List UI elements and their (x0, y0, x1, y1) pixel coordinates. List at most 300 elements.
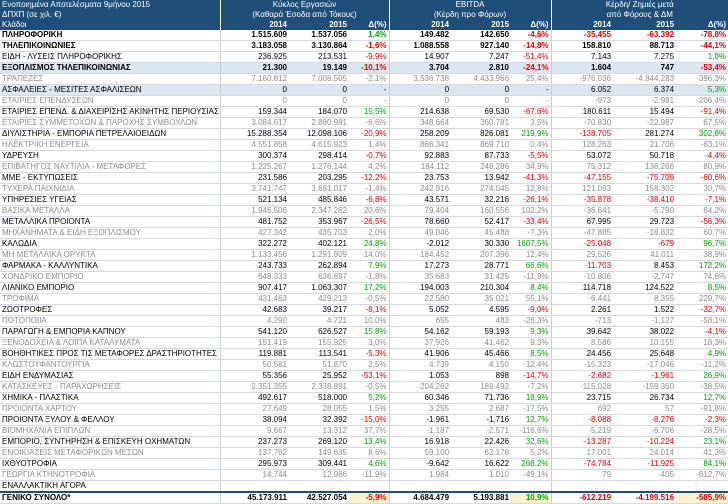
ebitda-delta-cell: -14,8% (511, 41, 551, 52)
profit-delta-cell: 23,1% (676, 437, 728, 448)
ebitda-2014-cell: -1.961 (389, 415, 451, 426)
sector-name: ΕΝΟΙΚΙΑΣΕΙΣ ΜΕΤΑΦΟΡΙΚΩΝ ΜΕΣΩΝ (0, 448, 220, 459)
header-row-1 (0, 0, 728, 10)
profit-2014-cell: -612.219 (551, 492, 613, 504)
ebitda-2015-cell: 248.286 (451, 162, 511, 173)
profit-2015-cell: -4.199.516 (613, 492, 676, 504)
ebitda-2014-cell: 23.753 (389, 173, 451, 184)
profit-delta-cell: -58,1% (676, 316, 728, 327)
profit-2015-cell (613, 481, 676, 493)
ebitda-2014-cell: 35.683 (389, 272, 451, 283)
revenue-2015-cell: 518.000 (289, 393, 349, 404)
profit-2014-cell (551, 481, 613, 493)
ebitda-2014-cell: 79.404 (389, 206, 451, 217)
table-row (0, 30, 728, 41)
sector-name: ΥΔΡΕΥΣΗ (0, 151, 220, 162)
table-row (0, 272, 728, 283)
ebitda-2014-cell: 3.536.738 (389, 74, 451, 85)
profit-delta-cell: 4,9% (676, 349, 728, 360)
sector-name: ΔΙΥΛΙΣΤΗΡΙΑ - ΕΜΠΟΡΙΑ ΠΕΤΡΕΛΑΙΟΕΙΔΩΝ (0, 129, 220, 140)
ebitda-2014-cell: -9.642 (389, 459, 451, 470)
profit-2014-cell: -6.441 (551, 294, 613, 305)
table-row (0, 426, 728, 437)
profit-2014-cell: -5.219 (551, 426, 613, 437)
ebitda-2014-cell (389, 481, 451, 493)
revenue-delta-cell: 17,2% (349, 283, 389, 294)
revenue-delta-cell: -1,6% (349, 41, 389, 52)
profit-2015-cell: 136.266 (613, 162, 676, 173)
sector-name: ΕΤΑΙΡΙΕΣ ΕΠΕΝΔΥΣΕΩΝ (0, 96, 220, 107)
revenue-delta-cell: -8,1% (349, 305, 389, 316)
revenue-delta-cell: 20,6% (349, 206, 389, 217)
profit-2014-cell: -47.155 (551, 173, 613, 184)
sector-name: ΒΙΟΜΗΧΑΝΙΑ ΕΠΙΠΛΩΝ (0, 426, 220, 437)
profit-2015-cell: 281.274 (613, 129, 676, 140)
table-row (0, 162, 728, 173)
header-row-2 (0, 10, 728, 20)
ebitda-delta-cell: 12,4% (511, 250, 551, 261)
revenue-2015-cell: 2.880.981 (289, 118, 349, 129)
revenue-delta-cell: -15,0% (349, 415, 389, 426)
revenue-2015-cell: 2.347.262 (289, 206, 349, 217)
revenue-2014-cell: 243.733 (220, 261, 289, 272)
units-label: ΔΠΧΠ (σε χιλ. €) (0, 10, 220, 20)
ebitda-delta-cell: 32,6% (511, 437, 551, 448)
sector-name: ΜΜΕ - ΕΚΤΥΠΩΣΕΙΣ (0, 173, 220, 184)
revenue-delta-cell: -5,3% (349, 349, 389, 360)
ebitda-2015-cell: 0 (451, 85, 511, 96)
revenue-2015-cell: 113.541 (289, 349, 349, 360)
table-row (0, 470, 728, 481)
profit-2014-cell: -713 (551, 316, 613, 327)
revenue-2014-cell: 0 (220, 85, 289, 96)
ebitda-2015-cell: 52.417 (451, 217, 511, 228)
profit-delta-cell: 60,7% (676, 228, 728, 239)
ebitda-delta-cell: 1607,5% (511, 239, 551, 250)
profit-delta-cell: -32,7% (676, 305, 728, 316)
ebitda-delta-cell (511, 481, 551, 493)
ebitda-2015-cell: -1.716 (451, 415, 511, 426)
ebitda-delta-cell: -17,5% (511, 404, 551, 415)
revenue-2015-cell: 203.295 (289, 173, 349, 184)
ebitda-2015-cell: 71.736 (451, 393, 511, 404)
table-row (0, 393, 728, 404)
sector-name: ΤΡΑΠΕΖΕΣ (0, 74, 220, 85)
revenue-2015-cell: 429.213 (289, 294, 349, 305)
revenue-2015-cell: 4.615.923 (289, 140, 349, 151)
profit-delta-cell: -612,7% (676, 470, 728, 481)
ebitda-2014-cell: 17.273 (389, 261, 451, 272)
profit-2014-cell: -2.682 (551, 371, 613, 382)
revenue-2015-cell: 3.130.864 (289, 41, 349, 52)
revenue-delta-cell: - (349, 96, 389, 107)
profit-2014-cell: 8.586 (551, 338, 613, 349)
sector-name: ΥΠΗΡΕΣΙΕΣ ΥΓΕΙΑΣ (0, 195, 220, 206)
revenue-2014-cell: 2.351.355 (220, 382, 289, 393)
ebitda-2015-cell: 898 (451, 371, 511, 382)
table-row (0, 140, 728, 151)
table-row (0, 63, 728, 74)
profit-delta-cell: 96,7% (676, 239, 728, 250)
revenue-delta-cell: 3,0% (349, 338, 389, 349)
revenue-delta-cell: 2,5% (349, 360, 389, 371)
ebitda-2014-cell: 258.209 (389, 129, 451, 140)
table-row (0, 85, 728, 96)
table-row (0, 195, 728, 206)
profit-2014-cell: -11.703 (551, 261, 613, 272)
ebitda-2014-cell: 16.918 (389, 437, 451, 448)
table-row (0, 74, 728, 85)
profit-2014-cell: 23.715 (551, 393, 613, 404)
ebitda-delta-cell: 0,4% (511, 140, 551, 151)
revenue-2015-cell (289, 481, 349, 493)
revenue-2014-cell: 4.290 (220, 316, 289, 327)
sector-name: ΧΟΝΔΡΙΚΟ ΕΜΠΟΡΙΟ (0, 272, 220, 283)
ebitda-2014-cell: 1.053 (389, 371, 451, 382)
profit-2014-cell: 180.611 (551, 107, 613, 118)
profit-2014-cell: -25.048 (551, 239, 613, 250)
ebitda-2015-cell: 4.150 (451, 360, 511, 371)
revenue-2014-cell: 427.342 (220, 228, 289, 239)
table-row (0, 41, 728, 52)
profit-delta-cell: -78,8% (676, 30, 728, 41)
revenue-2014-cell: 42.683 (220, 305, 289, 316)
table-row (0, 118, 728, 129)
revenue-delta-cell: 15,8% (349, 327, 389, 338)
ebitda-group-subtitle: (Κέρδη προ Φόρων) (389, 10, 551, 20)
ebitda-delta-cell: 66,6% (511, 261, 551, 272)
profit-delta-cell: 67,5% (676, 118, 728, 129)
ebitda-delta-cell: 219,9% (511, 129, 551, 140)
ebitda-2015-cell: 69.530 (451, 107, 511, 118)
revenue-delta-cell: -11,9% (349, 470, 389, 481)
profit-2014-cell: 7.143 (551, 52, 613, 63)
ebitda-delta-cell: -7,3% (511, 228, 551, 239)
profit-2015-cell: -38.410 (613, 195, 676, 206)
revenue-2015-cell: 184.070 (289, 107, 349, 118)
ebitda-2014-cell: 348.664 (389, 118, 451, 129)
revenue-delta-cell: -6,8% (349, 195, 389, 206)
ebitda-2015-cell: 142.650 (451, 30, 511, 41)
revenue-2014-cell: 322.272 (220, 239, 289, 250)
ebitda-2015-cell: 189.492 (451, 382, 511, 393)
ebitda-delta-cell: 8,4% (511, 283, 551, 294)
revenue-2014-cell: 137.762 (220, 448, 289, 459)
profit-delta-cell: 302,8% (676, 129, 728, 140)
table-row (0, 217, 728, 228)
profit-2015-cell: -17.046 (613, 360, 676, 371)
profit-2015-cell: 57 (613, 404, 676, 415)
sector-name: ΕΤΑΙΡΙΕΣ ΣΥΜΜΕΤΟΧΩΝ & ΠΑΡΟΧΗΣ ΣΥΜΒΟΥΛΩΝ (0, 118, 220, 129)
sector-name: ΤΡΟΦΙΜΑ (0, 294, 220, 305)
revenue-2014-cell: 492.617 (220, 393, 289, 404)
revenue-2015-cell: 3.691.017 (289, 184, 349, 195)
profit-2015-header: 2015 (613, 20, 676, 30)
profit-2015-cell: 26.734 (613, 393, 676, 404)
ebitda-2015-cell: 160.556 (451, 206, 511, 217)
sector-name: ΑΣΦΑΛΕΙΕΣ - ΜΕΣΙΤΕΣ ΑΣΦΑΛΙΣΕΩΝ (0, 85, 220, 96)
profit-2014-cell: 79 (551, 470, 613, 481)
profit-2015-cell: 8.355 (613, 294, 676, 305)
ebitda-delta-cell: 9,3% (511, 338, 551, 349)
ebitda-2014-cell: -2.012 (389, 239, 451, 250)
ebitda-2014-cell: 4.684.479 (389, 492, 451, 504)
revenue-2015-cell: 402.121 (289, 239, 349, 250)
revenue-2014-cell: 1.946.506 (220, 206, 289, 217)
revenue-delta-cell: -0,5% (349, 382, 389, 393)
sector-name: ΠΟΤΟΠΟΙΙΑ (0, 316, 220, 327)
revenue-2015-cell: 51.870 (289, 360, 349, 371)
ebitda-2015-cell: 35.021 (451, 294, 511, 305)
revenue-2014-cell: 521.134 (220, 195, 289, 206)
ebitda-delta-cell: 55,1% (511, 294, 551, 305)
profit-2014-cell: 2.261 (551, 305, 613, 316)
revenue-2015-cell: 1.291.909 (289, 250, 349, 261)
sector-name: ΜΗ ΜΕΤΑΛΛΙΚΑ ΟΡΥΚΤΑ (0, 250, 220, 261)
profit-2014-cell: 29.526 (551, 250, 613, 261)
sector-name: ΦΑΡΜΑΚΑ - ΚΑΛΛΥΝΤΙΚΑ (0, 261, 220, 272)
profit-2014-cell: 6.052 (551, 85, 613, 96)
profit-delta-cell: 1,8% (676, 52, 728, 63)
table-row (0, 448, 728, 459)
profit-2015-cell: 38.022 (613, 327, 676, 338)
ebitda-2015-cell: 210.304 (451, 283, 511, 294)
sector-name: ΠΛΗΡΟΦΟΡΙΚΗ (0, 30, 220, 41)
profit-2014-cell: -973 (551, 96, 613, 107)
ebitda-delta-cell: -116,6% (511, 426, 551, 437)
revenue-2015-cell: 25.952 (289, 371, 349, 382)
table-row (0, 327, 728, 338)
ebitda-2014-cell: 49.046 (389, 228, 451, 239)
profit-2014-cell: 692 (551, 404, 613, 415)
revenue-2015-cell: 149.635 (289, 448, 349, 459)
profit-2015-cell: 25.648 (613, 349, 676, 360)
ebitda-delta-cell: 9,3% (511, 327, 551, 338)
table-row (0, 382, 728, 393)
profit-2014-cell: -36.641 (551, 206, 613, 217)
profit-2015-cell: 124.522 (613, 283, 676, 294)
revenue-2014-cell: 1.515.609 (220, 30, 289, 41)
ebitda-2014-cell: 78.660 (389, 217, 451, 228)
profit-2014-cell: -15.323 (551, 360, 613, 371)
profit-delta-cell: -53,4% (676, 63, 728, 74)
table-row (0, 184, 728, 195)
ebitda-delta-cell: 8,5% (511, 349, 551, 360)
revenue-2015-cell: 309.441 (289, 459, 349, 470)
revenue-2014-cell: 431.463 (220, 294, 289, 305)
profit-2014-cell: -35.455 (551, 30, 613, 41)
profit-2015-cell: -2.981 (613, 96, 676, 107)
ebitda-2014-cell: 3.704 (389, 63, 451, 74)
revenue-2014-cell: 50.581 (220, 360, 289, 371)
profit-delta-cell: 5,3% (676, 85, 728, 96)
sector-name: ΠΑΡΑΓΩΓΗ & ΕΜΠΟΡΙΑ ΚΑΠΝΟΥ (0, 327, 220, 338)
ebitda-2014-cell: 3.255 (389, 404, 451, 415)
ebitda-2014-cell: -1.187 (389, 426, 451, 437)
ebitda-delta-cell: 3,5% (511, 118, 551, 129)
sector-name: ΞΕΝΟΔΟΧΕΙΑ & ΛΟΙΠΑ ΚΑΤΑΛΥΜΑΤΑ (0, 338, 220, 349)
revenue-2014-cell: 159.344 (220, 107, 289, 118)
ebitda-delta-cell: 18,9% (511, 393, 551, 404)
profit-delta-cell: 172,2% (676, 261, 728, 272)
table-row (0, 360, 728, 371)
sector-name: ΜΕΤΑΛΛΙΚΑ ΠΡΟΙΟΝΤΑ (0, 217, 220, 228)
profit-2015-cell: -6.706 (613, 426, 676, 437)
table-row (0, 338, 728, 349)
ebitda-2015-cell: 45.488 (451, 228, 511, 239)
revenue-2014-cell: 0 (220, 96, 289, 107)
revenue-delta-cell: - (349, 85, 389, 96)
sector-name: ΤΗΛΕΠΙΚΟΙΝΩΝΙΕΣ (0, 41, 220, 52)
ebitda-2015-cell: 7.247 (451, 52, 511, 63)
revenue-2015-cell: 485.846 (289, 195, 349, 206)
profit-2015-cell: 15.494 (613, 107, 676, 118)
revenue-2014-cell: 119.881 (220, 349, 289, 360)
profit-2015-cell: 21.706 (613, 140, 676, 151)
revenue-2014-cell: 7.160.812 (220, 74, 289, 85)
revenue-2015-cell: 626.527 (289, 327, 349, 338)
profit-delta-cell: -44,1% (676, 41, 728, 52)
revenue-2015-cell: 1.537.056 (289, 30, 349, 41)
profit-delta-cell: 30,7% (676, 184, 728, 195)
table-row (0, 404, 728, 415)
profit-2015-cell: -405 (613, 470, 676, 481)
ebitda-2015-cell: 32.216 (451, 195, 511, 206)
table-row (0, 96, 728, 107)
profit-2014-cell: 17.001 (551, 448, 613, 459)
ebitda-2014-cell: 60.346 (389, 393, 451, 404)
profit-2015-cell: -18.832 (613, 228, 676, 239)
ebitda-2015-cell: 927.140 (451, 41, 511, 52)
table-row (0, 349, 728, 360)
ebitda-2015-cell: 826.081 (451, 129, 511, 140)
ebitda-2014-cell: 184.112 (389, 162, 451, 173)
revenue-delta-cell: 8,6% (349, 448, 389, 459)
ebitda-2014-cell: 655 (389, 316, 451, 327)
profit-2014-cell: 75.312 (551, 162, 613, 173)
revenue-delta-cell: 10,0% (349, 316, 389, 327)
ebitda-2015-cell: 13.942 (451, 173, 511, 184)
revenue-2014-cell: 21.300 (220, 63, 289, 74)
revenue-2015-cell: 269.120 (289, 437, 349, 448)
ebitda-delta-cell: -26,3% (511, 316, 551, 327)
profit-2015-cell: 7.275 (613, 52, 676, 63)
ebitda-delta-cell: 25,4% (511, 74, 551, 85)
ebitda-2015-cell: -2.571 (451, 426, 511, 437)
revenue-delta-cell: 2,0% (349, 228, 389, 239)
profit-delta-cell: -60,6% (676, 173, 728, 184)
revenue-2015-cell: 42.527.054 (289, 492, 349, 504)
ebitda-delta-cell: -11,9% (511, 272, 551, 283)
profit-2015-cell: -75.709 (613, 173, 676, 184)
revenue-2014-cell: 3.084.617 (220, 118, 289, 129)
profit-delta-cell: 74,6% (676, 272, 728, 283)
revenue-delta-cell: -2,1% (349, 74, 389, 85)
revenue-2014-cell: 237.273 (220, 437, 289, 448)
revenue-2014-cell: 3.741.747 (220, 184, 289, 195)
revenue-2015-cell: 39.217 (289, 305, 349, 316)
revenue-2015-cell: 13.312 (289, 426, 349, 437)
profit-delta-cell: -56,3% (676, 217, 728, 228)
revenue-2014-cell (220, 481, 289, 493)
profit-2015-cell: 10.155 (613, 338, 676, 349)
sector-name: ΕΙΔΗ - ΛΥΣΕΙΣ ΠΛΗΡΟΦΟΡΙΚΗΣ (0, 52, 220, 63)
ebitda-2015-cell (451, 481, 511, 493)
revenue-2015-cell: 1.063.307 (289, 283, 349, 294)
revenue-2014-cell: 236.925 (220, 52, 289, 63)
revenue-2015-cell: 262.894 (289, 261, 349, 272)
table-body (0, 30, 728, 504)
ebitda-delta-cell: -41,3% (511, 173, 551, 184)
report-title: Ενοποιημένα Αποτελέσματα 9μήνου 2015 (0, 0, 220, 10)
profit-delta-cell: 229,7% (676, 294, 728, 305)
revenue-2014-cell: 648.333 (220, 272, 289, 283)
table-row (0, 129, 728, 140)
profit-2014-cell: 53.072 (551, 151, 613, 162)
revenue-2015-header: 2015 (289, 20, 349, 30)
ebitda-delta-cell: 102,2% (511, 206, 551, 217)
profit-delta-cell (676, 481, 728, 493)
profit-2014-cell: 1.604 (551, 63, 613, 74)
table-row (0, 239, 728, 250)
ebitda-delta-header: Δ(%) (511, 20, 551, 30)
revenue-delta-cell: -12,2% (349, 173, 389, 184)
table-row (0, 305, 728, 316)
ebitda-delta-cell: -67,6% (511, 107, 551, 118)
profit-2014-cell: -976.036 (551, 74, 613, 85)
revenue-2014-header: 2014 (220, 20, 289, 30)
revenue-delta-cell: -0,5% (349, 294, 389, 305)
profit-2014-cell: -8.088 (551, 415, 613, 426)
profit-delta-cell: 80,9% (676, 162, 728, 173)
ebitda-2014-cell: 204.262 (389, 382, 451, 393)
revenue-2015-cell: 19.149 (289, 63, 349, 74)
revenue-delta-cell: 37,7% (349, 426, 389, 437)
table-row (0, 261, 728, 272)
profit-2015-cell: -11.925 (613, 459, 676, 470)
profit-delta-cell: 26,9% (676, 371, 728, 382)
profit-2015-cell: 29.723 (613, 217, 676, 228)
ebitda-2015-cell: 31.425 (451, 272, 511, 283)
profit-2015-cell: 747 (613, 63, 676, 74)
revenue-2014-cell: 3.183.058 (220, 41, 289, 52)
ebitda-delta-cell: 12,7% (511, 415, 551, 426)
profit-group-title: Κέρδη/ Ζημιές μετά (551, 0, 728, 10)
revenue-2014-cell: 481.752 (220, 217, 289, 228)
profit-2015-cell: -10.224 (613, 437, 676, 448)
sector-name: ΖΩΟΤΡΟΦΕΣ (0, 305, 220, 316)
table-row (0, 371, 728, 382)
sector-name: ΕΙΔΗ ΕΝΔΥΜΑΣΙΑΣ (0, 371, 220, 382)
ebitda-delta-cell: -9,0% (511, 305, 551, 316)
profit-2015-cell: -8.276 (613, 415, 676, 426)
revenue-delta-cell (349, 481, 389, 493)
revenue-2015-cell: 2.338.891 (289, 382, 349, 393)
revenue-2014-cell: 45.173.911 (220, 492, 289, 504)
revenue-delta-cell: 7,9% (349, 261, 389, 272)
profit-2015-cell: -679 (613, 239, 676, 250)
revenue-2014-cell: 14.744 (220, 470, 289, 481)
profit-delta-cell: 84,1% (676, 459, 728, 470)
revenue-2015-cell: 0 (289, 96, 349, 107)
table-row (0, 107, 728, 118)
profit-delta-cell: 38,9% (676, 250, 728, 261)
revenue-delta-cell: -53,1% (349, 371, 389, 382)
revenue-delta-cell: 1,5% (349, 404, 389, 415)
table-row (0, 250, 728, 261)
profit-2014-cell: -138.705 (551, 129, 613, 140)
revenue-2015-cell: 12.986 (289, 470, 349, 481)
